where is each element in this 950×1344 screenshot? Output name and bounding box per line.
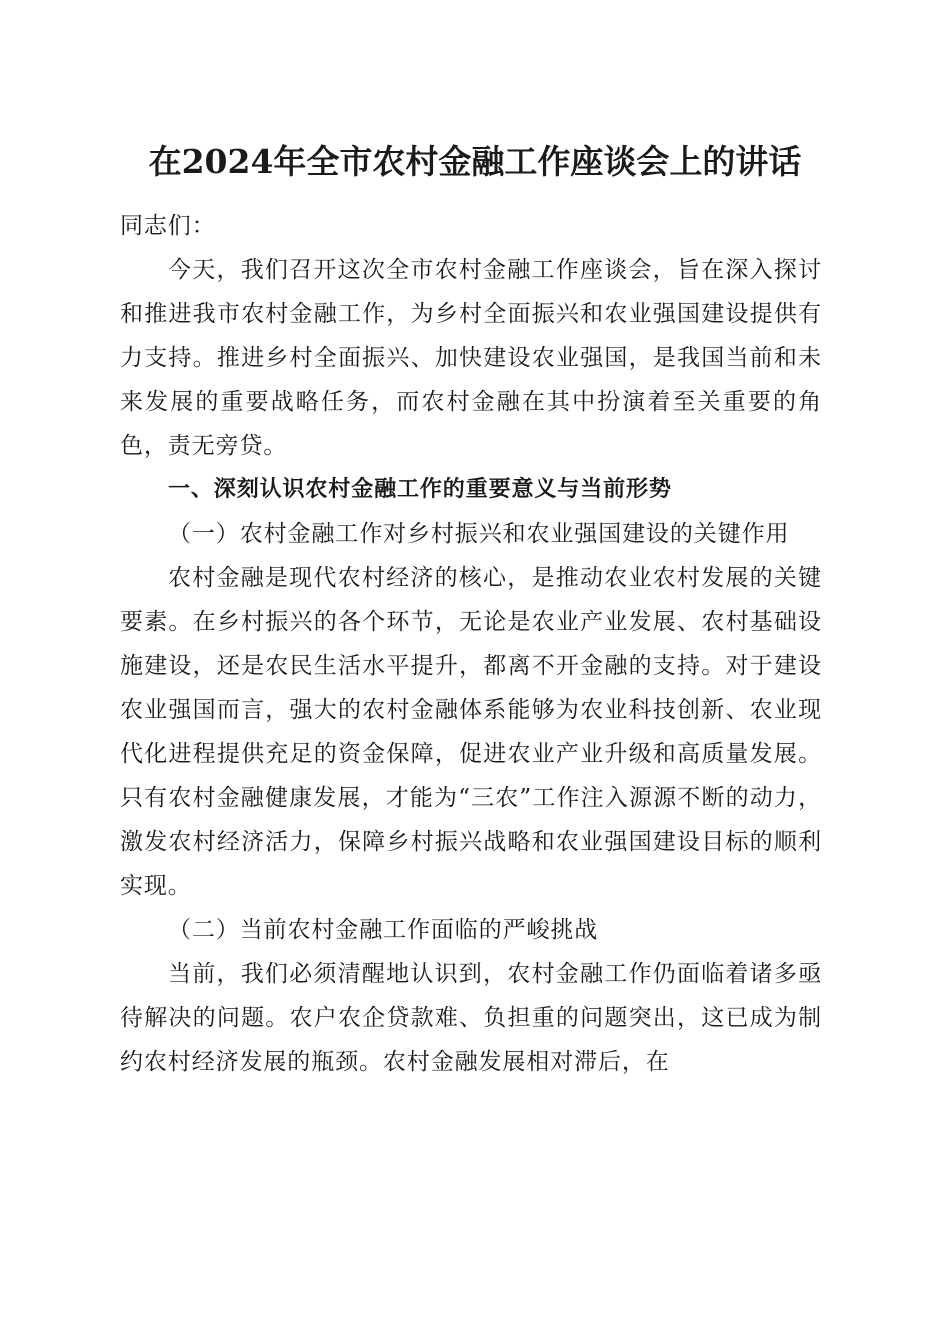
- document-body: [120, 204, 822, 1084]
- paragraph-subsection-1: 农村金融是现代农村经济的核心，是推动农业农村发展的关键要素。在乡村振兴的各个环节，无论是农业产业发展、农村基础设施建设，还是农民生活水平提升，都离不开金融的支持。对于建设农业强国而言，强大的农村金融体系能够为农业科技创新、农业现代化进程提供充足的资金保障，促进农业产业升级和高质量发展。只有农村金融健康发展，才能为“三农”工作注入源源不断的动力，激发农村经济活力，保障乡村振兴战略和农业强国建设目标的顺利实现。: [120, 565, 822, 899]
- section-heading-1: 一、深刻认识农村金融工作的重要意义与当前形势: [168, 477, 672, 502]
- salutation: 同志们：: [120, 213, 216, 239]
- document-title: 在2024年全市农村金融工作座谈会上的讲话: [148, 142, 802, 181]
- paragraph-intro: 今天，我们召开这次全市农村金融工作座谈会，旨在深入探讨和推进我市农村金融工作，为乡村全面振兴和农业强国建设提供有力支持。推进乡村全面振兴、加快建设农业强国，是我国当前和未来发展的重要战略任务，而农村金融在其中扮演着至关重要的角色，责无旁贷。: [120, 257, 822, 459]
- subsection-heading-1: （一）农村金融工作对乡村振兴和农业强国建设的关键作用: [168, 521, 790, 547]
- subsection-heading-2: （二）当前农村金融工作面临的严峻挑战: [168, 917, 599, 943]
- paragraph-subsection-2: 当前，我们必须清醒地认识到，农村金融工作仍面临着诸多亟待解决的问题。农户农企贷款难、负担重的问题突出，这已成为制约农村经济发展的瓶颈。农村金融发展相对滞后，在: [120, 961, 822, 1075]
